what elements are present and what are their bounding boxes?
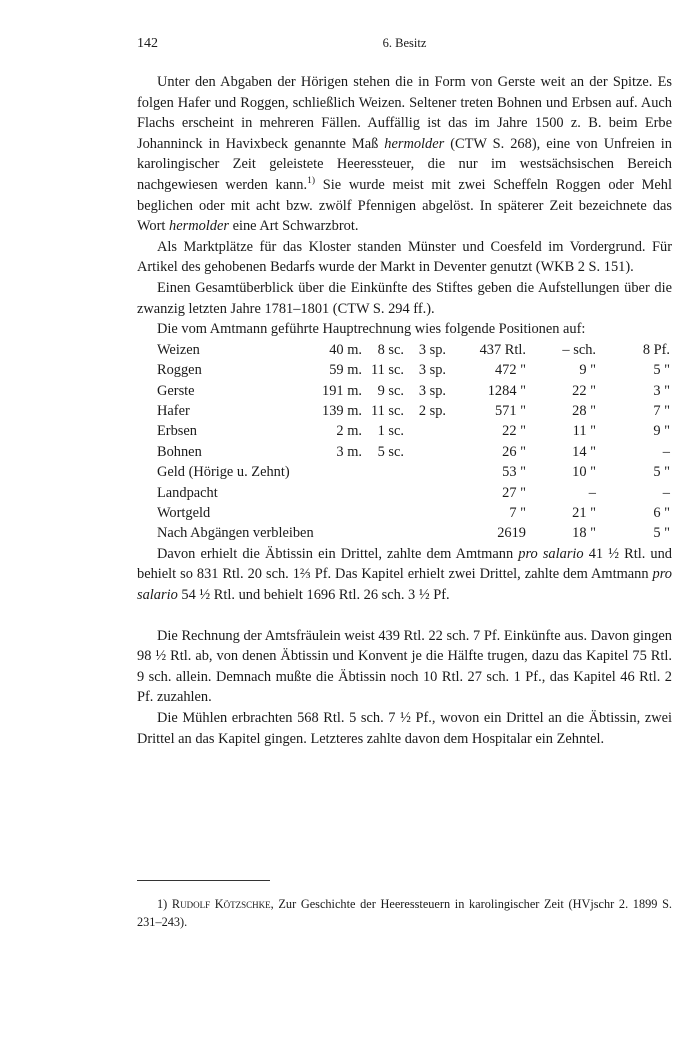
cell-q3: 3 sp. xyxy=(418,382,446,399)
cell-q1 xyxy=(322,503,362,523)
cell-q1: 139 m. xyxy=(322,402,362,419)
cell-sch: 11 " xyxy=(572,423,596,440)
cell-pf: – xyxy=(662,484,670,501)
cell-sch: 22 " xyxy=(572,382,596,399)
cell-q1: 191 m. xyxy=(322,382,362,399)
cell-item: Bohnen xyxy=(157,443,202,460)
cell-pf: 3 " xyxy=(653,382,670,399)
table-row xyxy=(157,442,670,462)
cell-rtl: 27 " xyxy=(502,484,526,501)
cell-q3 xyxy=(404,503,446,523)
footnote-mark: 1) xyxy=(157,897,168,911)
paragraph-3: Einen Gesamtüberblick über die Einkünfte des Stiftes geben die Aufstellungen über die zwanzig letzten Jahre 1781–1801 (CTW S. 294 ff.). xyxy=(137,279,672,317)
cell-pf: 9 " xyxy=(653,423,670,440)
cell-item: Nach Abgängen verbleiben xyxy=(157,525,314,542)
cell-rtl: 26 " xyxy=(502,443,526,460)
footnote xyxy=(137,895,672,931)
cell-item: Geld (Hörige u. Zehnt) xyxy=(157,464,290,481)
cell-q1 xyxy=(322,462,362,482)
paragraph-5 xyxy=(137,544,672,606)
cell-pf: – xyxy=(662,443,670,460)
body-text xyxy=(137,72,672,749)
table-row xyxy=(157,401,670,421)
cell-q1: 2 m. xyxy=(336,423,362,440)
term-hermolder-2: hermolder xyxy=(169,218,229,235)
cell-q3 xyxy=(404,523,446,543)
cell-q1: 40 m. xyxy=(329,341,362,358)
paragraph-1-text-b: (CTW S. 268), eine von Unfreien in karolingischer Zeit geleistete Heeressteuer, die nur im westsächsischen Bereich nachgewiesen werden kann. xyxy=(137,135,672,193)
cell-sch: 28 " xyxy=(572,402,596,419)
cell-q3 xyxy=(404,421,446,441)
table-row xyxy=(157,503,670,523)
cell-q3: 3 sp. xyxy=(418,341,446,358)
paragraph-1-text-d: eine Art Schwarzbrot. xyxy=(228,218,359,235)
cell-q2 xyxy=(362,503,404,523)
table-row xyxy=(157,462,670,482)
cell-pf: 8 Pf. xyxy=(642,341,670,358)
paragraph-4: Die vom Amtmann geführte Hauptrechnung wies folgende Positionen auf: xyxy=(157,321,586,338)
accounts-table xyxy=(157,340,670,544)
paragraph-1 xyxy=(137,72,672,237)
cell-rtl: 1284 " xyxy=(487,382,526,399)
cell-pf: 5 " xyxy=(653,362,670,379)
footnote-reference[interactable]: 1) xyxy=(307,176,315,187)
running-title: 6. Besitz xyxy=(382,36,427,50)
cell-q3 xyxy=(404,483,446,503)
footnote-text: , Zur Geschichte der Heeressteuern in karolingischer Zeit (HVjschr 2. 1899 S. 231–243). xyxy=(137,897,672,929)
cell-item: Erbsen xyxy=(157,423,197,440)
cell-sch: – sch. xyxy=(562,341,596,358)
paragraph-5-text-c: 54 ½ Rtl. und behielt 1696 Rtl. 26 sch. 3 ½ Pf. xyxy=(177,586,450,603)
cell-q1 xyxy=(322,523,362,543)
page-number: 142 xyxy=(137,36,158,51)
term-pro-salario-2: pro salario xyxy=(137,566,672,603)
cell-sch: – xyxy=(588,484,596,501)
cell-pf: 6 " xyxy=(653,504,670,521)
cell-rtl: 2619 xyxy=(497,525,526,542)
cell-q3: 2 sp. xyxy=(418,402,446,419)
cell-sch: 14 " xyxy=(572,443,596,460)
cell-rtl: 53 " xyxy=(502,464,526,481)
page-header xyxy=(137,30,672,52)
page xyxy=(137,30,672,749)
cell-rtl: 22 " xyxy=(502,423,526,440)
table-row xyxy=(157,360,670,380)
cell-item: Gerste xyxy=(157,382,195,399)
paragraph-1-text-a: Unter den Abgaben der Hörigen stehen die in Form von Gerste weit an der Spitze. Es folgen Hafer und Roggen, schließlich Weizen. Seltener treten Bohnen und Erbsen auf. Auch Flachs erscheint in mehreren Fällen. Auffällig ist das im Jahre 1500 z. B. beim Erbe Johanninck in Havixbeck genannte Maß xyxy=(137,74,672,152)
cell-q2: 9 sc. xyxy=(377,382,404,399)
cell-q2 xyxy=(362,523,404,543)
cell-q3: 3 sp. xyxy=(418,362,446,379)
cell-q2: 1 sc. xyxy=(377,423,404,440)
table-row xyxy=(157,483,670,503)
cell-rtl: 437 Rtl. xyxy=(479,341,526,358)
cell-sch: 18 " xyxy=(572,525,596,542)
cell-item: Landpacht xyxy=(157,484,218,501)
cell-q2: 8 sc. xyxy=(377,341,404,358)
cell-sch: 9 " xyxy=(579,362,596,379)
term-hermolder: hermolder xyxy=(384,135,445,152)
cell-q1: 59 m. xyxy=(329,362,362,379)
cell-sch: 10 " xyxy=(572,464,596,481)
cell-q2 xyxy=(362,483,404,503)
cell-item: Weizen xyxy=(157,341,200,358)
cell-q1: 3 m. xyxy=(336,443,362,460)
footnote-divider xyxy=(137,880,270,881)
cell-item: Roggen xyxy=(157,362,202,379)
footnote-author: Rudolf Kötzschke xyxy=(171,897,271,911)
paragraph-5-text-b: 41 ½ Rtl. und behielt so 831 Rtl. 20 sch. 1⅔ Pf. Das Kapitel erhielt zwei Drittel, zahlte dem Amtmann xyxy=(137,545,672,583)
cell-q2: 11 sc. xyxy=(370,362,404,379)
cell-rtl: 571 " xyxy=(494,402,526,419)
cell-pf: 5 " xyxy=(653,464,670,481)
table-row xyxy=(157,340,670,360)
paragraph-5-text-a: Davon erhielt die Äbtissin ein Drittel, zahlte dem Amtmann xyxy=(157,545,519,562)
cell-q2: 11 sc. xyxy=(370,402,404,419)
cell-q1 xyxy=(322,483,362,503)
term-pro-salario: pro salario xyxy=(518,545,584,562)
paragraph-1-text-c: Sie wurde meist mit zwei Scheffeln Roggen oder Mehl beglichen oder mit acht bzw. zwölf Pfennigen abgelöst. In späterer Zeit bezeichnete das Wort xyxy=(137,176,672,235)
cell-rtl: 472 " xyxy=(494,362,526,379)
cell-item: Hafer xyxy=(157,402,190,419)
cell-q2 xyxy=(362,462,404,482)
table-row xyxy=(157,523,670,543)
cell-q3 xyxy=(404,462,446,482)
cell-sch: 21 " xyxy=(572,504,596,521)
cell-q2: 5 sc. xyxy=(377,443,404,460)
paragraph-6: Die Rechnung der Amtsfräulein weist 439 Rtl. 22 sch. 7 Pf. Einkünfte aus. Davon gingen 98 ½ Rtl. ab, von denen Äbtissin und Konvent je die Hälfte trugen, dazu das Kapitel 75 Rtl. 9 sch. allein. Demnach mußte die Äbtissin noch 10 Rtl. 27 sch. 1 Pf., das Kapitel 46 Rtl. 2 Pf. zuzahlen. xyxy=(137,627,672,706)
paragraph-2: Als Marktplätze für das Kloster standen Münster und Coesfeld im Vordergrund. Für Artikel des gehobenen Bedarfs wurde der Markt in Deventer genutzt (WKB 2 S. 151). xyxy=(137,238,672,276)
cell-item: Wortgeld xyxy=(157,504,211,521)
table-row xyxy=(157,421,670,441)
cell-pf: 5 " xyxy=(653,525,670,542)
paragraph-7: Die Mühlen erbrachten 568 Rtl. 5 sch. 7 ½ Pf., wovon ein Drittel an die Äbtissin, zwei Drittel an das Kapitel gingen. Letzteres zahlte davon dem Hospitalar ein Zehntel. xyxy=(137,709,672,747)
cell-pf: 7 " xyxy=(653,402,670,419)
table-row xyxy=(157,381,670,401)
cell-rtl: 7 " xyxy=(509,504,526,521)
cell-q3 xyxy=(404,442,446,462)
